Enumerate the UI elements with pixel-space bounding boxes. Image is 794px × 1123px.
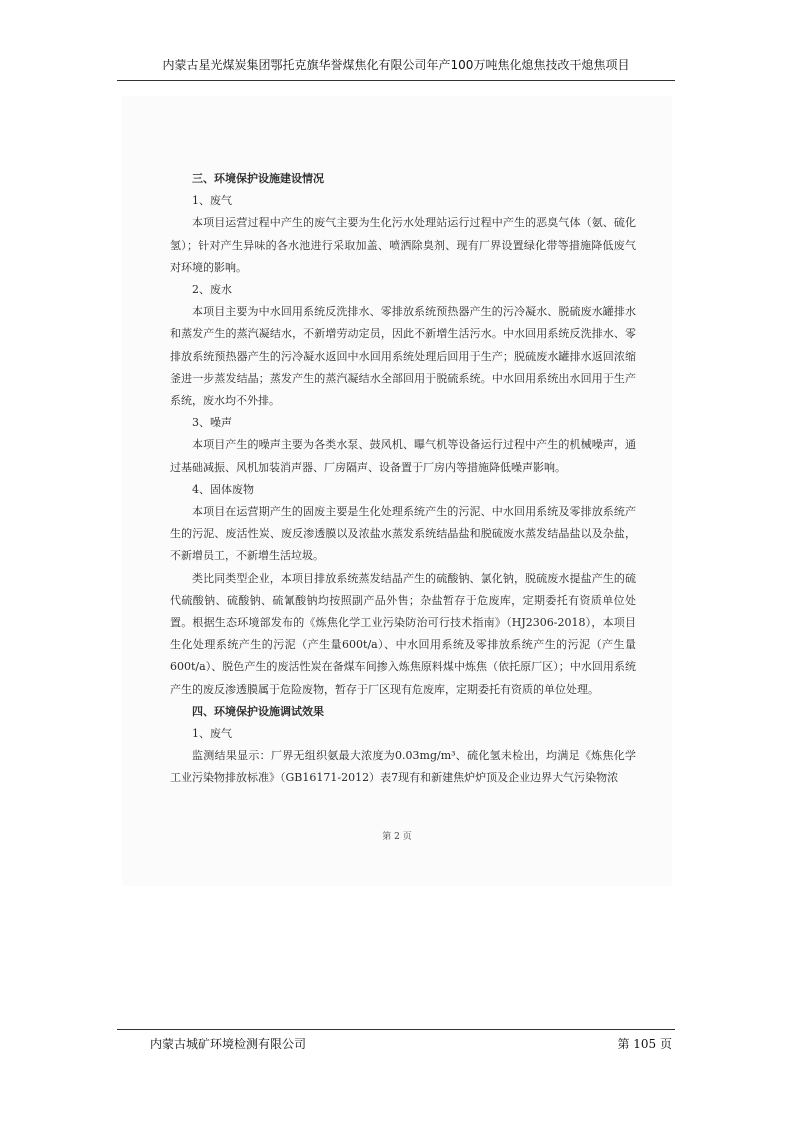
subsection-heading: 4、固体废物 [192, 482, 254, 496]
paragraph: 本项目主要为中水回用系统反洗排水、零排放系统预热器产生的污冷凝水、脱硫废水罐排水和蒸发产生的蒸汽凝结水，不新增劳动定员，因此不新增生活污水。中水回用系统反洗排水、零排放系统预热器产生的污冷凝水返回中水回用系统处理后回用于生产；脱硫废水罐排水返回浓缩釜进一步蒸发结晶；蒸发产生的蒸汽凝结水全部回用于脱硫系统。中水回用系统出水回用于生产系统，废水均不外排。 [170, 305, 636, 408]
subsection-heading: 3、噪声 [192, 416, 232, 430]
paragraph: 监测结果显示：厂界无组织氨最大浓度为0.03mg/m³、硫化氢未检出，均满足《炼焦化学工业污染物排放标准》（GB16171-2012）表7现有和新建焦炉炉顶及企业边界大气污染物浓 [170, 749, 636, 785]
paragraph: 本项目在运营期产生的固废主要是生化处理系统产生的污泥、中水回用系统及零排放系统产生的污泥、废活性炭、废反渗透膜以及浓盐水蒸发系统结晶盐和脱硫废水蒸发结晶盐以及杂盐，不新增员工，不新增生活垃圾。 [170, 505, 636, 563]
subsection-heading: 2、废水 [192, 283, 232, 297]
footer-divider [117, 1029, 675, 1030]
document-body [170, 168, 636, 790]
subsection-heading: 1、废气 [192, 194, 232, 208]
paragraph: 本项目产生的噪声主要为各类水泵、鼓风机、曝气机等设备运行过程中产生的机械噪声，通过基础减振、风机加装消声器、厂房隔声、设备置于厂房内等措施降低噪声影响。 [170, 438, 636, 474]
inner-page-number: 第 2 页 [382, 832, 412, 842]
paragraph: 类比同类型企业，本项目排放系统蒸发结晶产生的硫酸钠、氯化钠，脱硫废水提盐产生的硫代硫酸钠、硫酸钠、硫氰酸钠均按照副产品外售；杂盐暂存于危废库，定期委托有资质单位处置。根据生态环境部发布的《炼焦化学工业污染防治可行技术指南》（HJ2306-2018），本项目生化处理系统产生的污泥（产生量600t/a）、中水回用系统及零排放系统产生的污泥（产生量600t/a）、脱色产生的废活性炭在备煤车间掺入炼焦原料煤中炼焦（依托原厂区）；中水回用系统产生的废反渗透膜属于危险废物，暂存于厂区现有危废库，定期委托有资质的单位处理。 [170, 571, 636, 696]
footer-page-number: 第 105 页 [617, 1037, 672, 1051]
footer-company: 内蒙古城矿环境检测有限公司 [150, 1037, 307, 1051]
page-header-title: 内蒙古星光煤炭集团鄂托克旗华誉煤焦化有限公司年产100万吨焦化熄焦技改干熄焦项目 [162, 58, 630, 72]
section-heading: 三、环境保护设施建设情况 [192, 172, 324, 185]
header-divider [117, 80, 675, 81]
subsection-heading: 1、废气 [192, 727, 232, 741]
paragraph: 本项目运营过程中产生的废气主要为生化污水处理站运行过程中产生的恶臭气体（氨、硫化氢）；针对产生异味的各水池进行采取加盖、喷洒除臭剂、现有厂界设置绿化带等措施降低废气对环境的影响。 [170, 216, 636, 274]
section-heading: 四、环境保护设施调试效果 [192, 704, 324, 718]
